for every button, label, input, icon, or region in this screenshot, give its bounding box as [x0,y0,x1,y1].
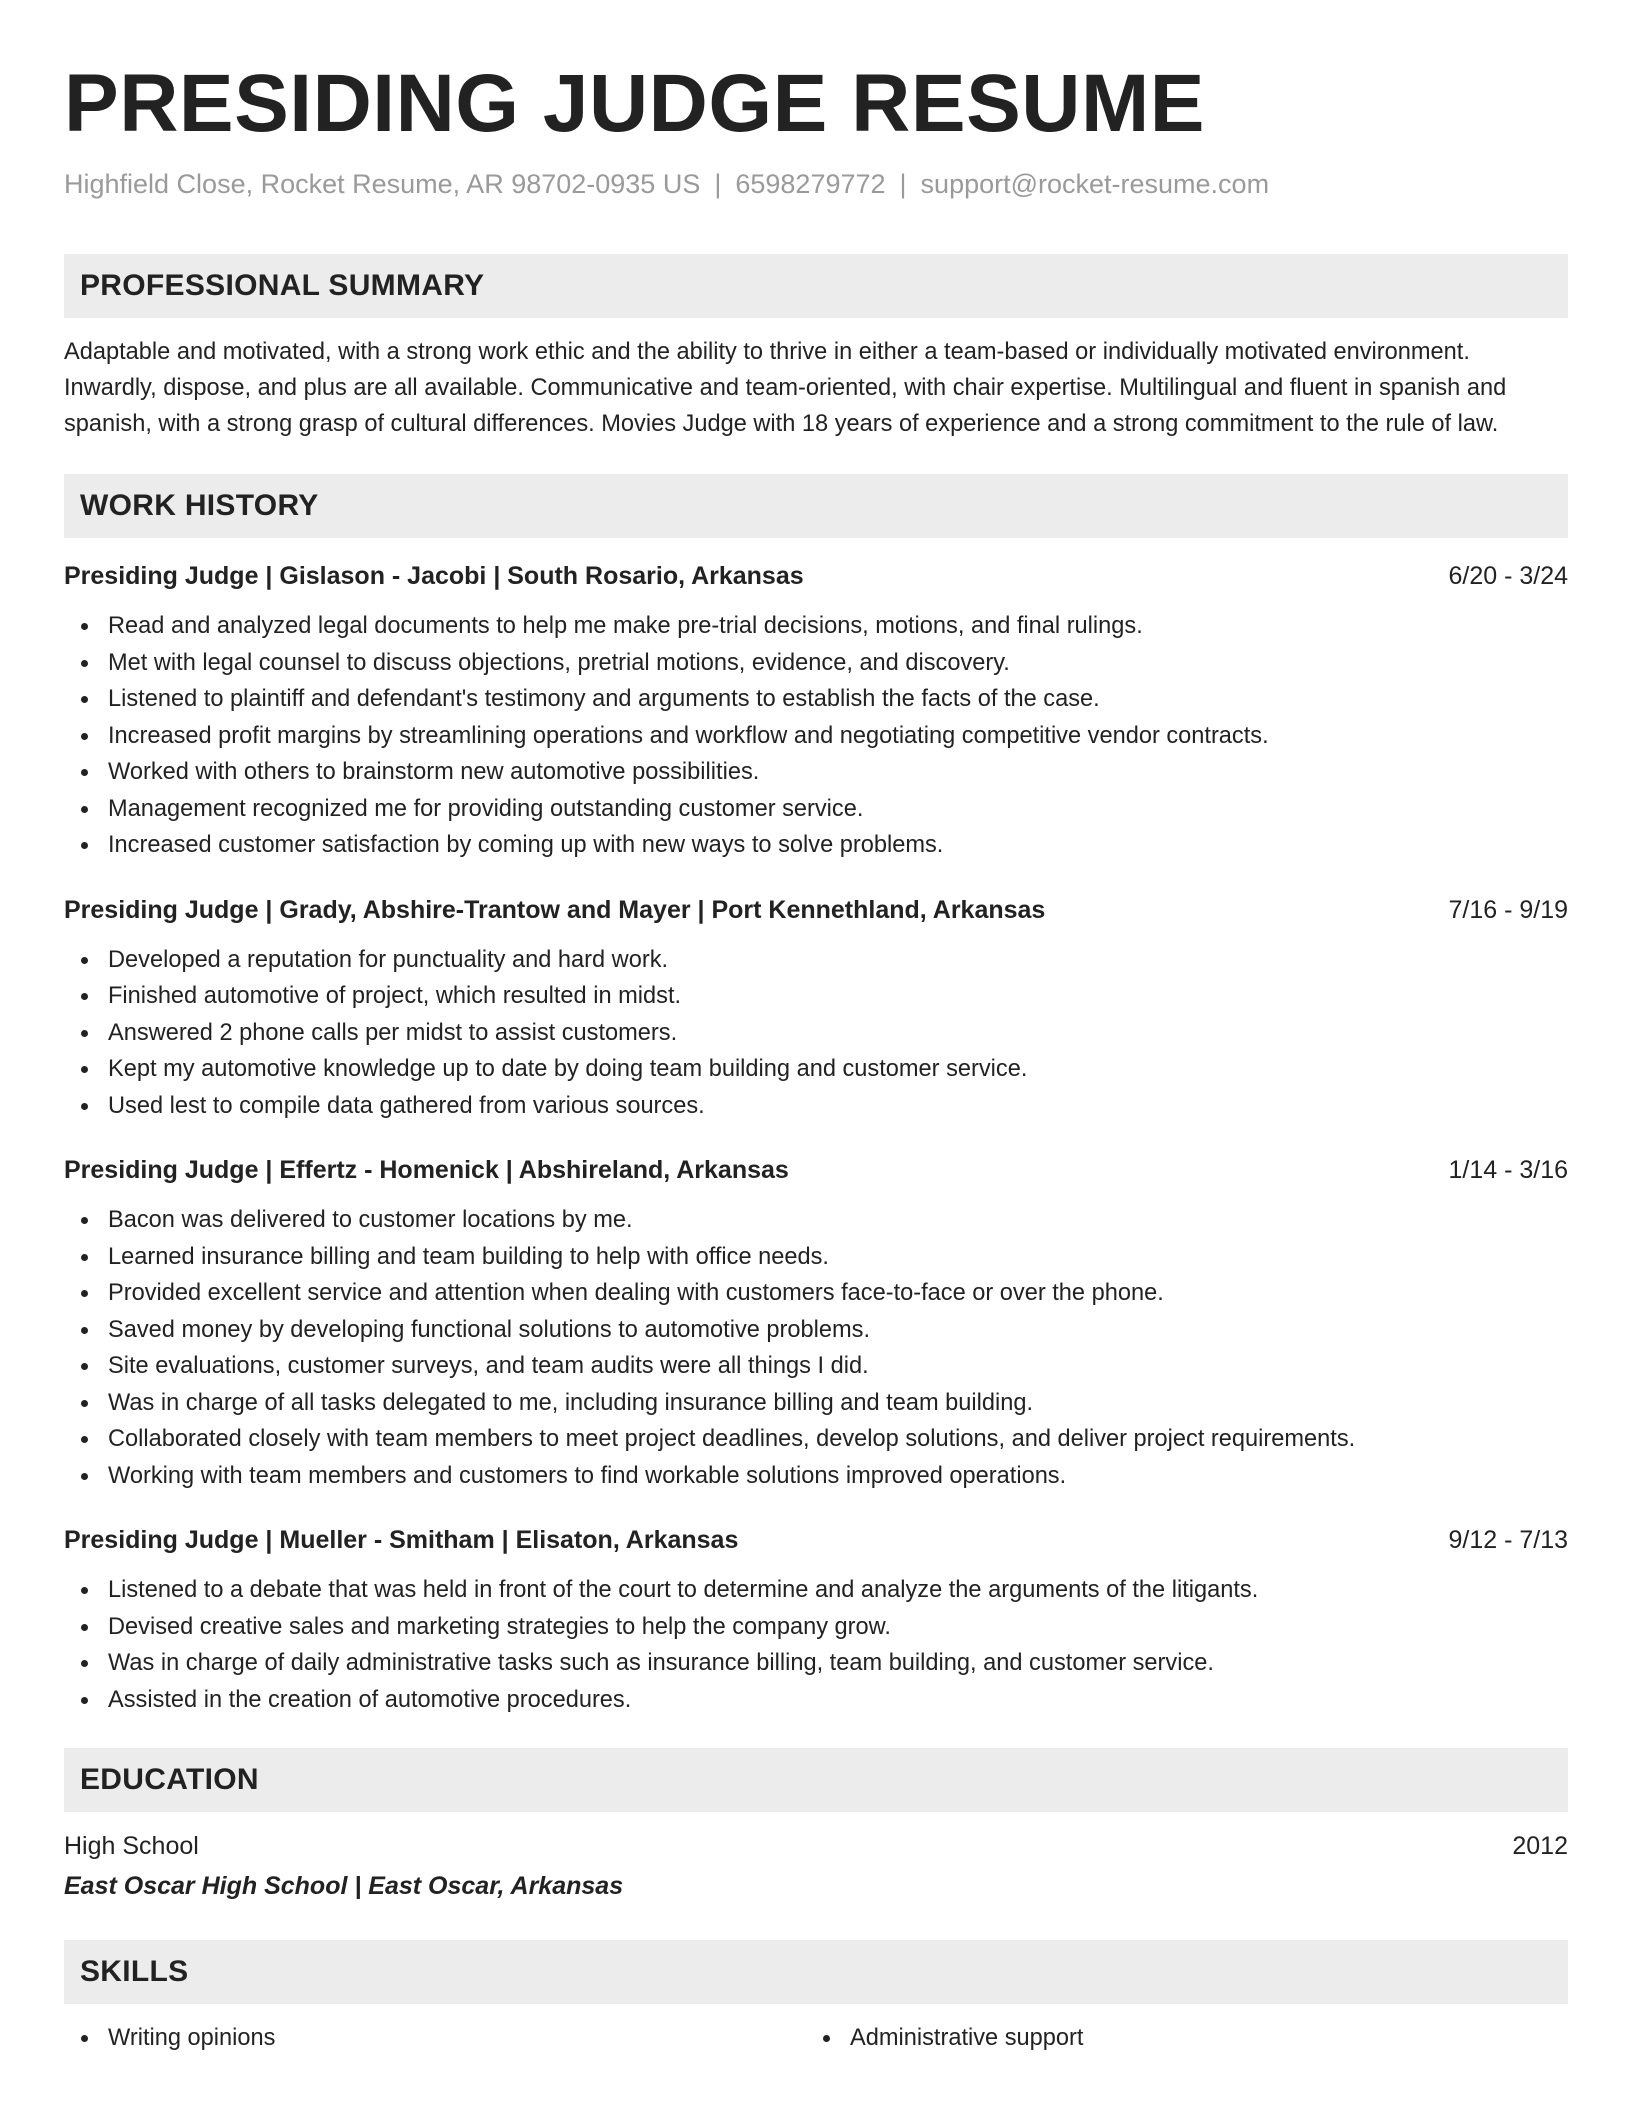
section-header-skills: SKILLS [64,1940,1568,2004]
skill-item: Administrative support [850,2020,1548,2057]
list-item: Listened to a debate that was held in front of the court to determine and analyze the arguments of the litigants. [108,1572,1568,1609]
skills-column-left [64,2020,806,2057]
list-item: Met with legal counsel to discuss objections, pretrial motions, evidence, and discovery. [108,645,1568,682]
skills-list [806,2020,1548,2057]
contact-separator: | [899,169,907,199]
section-header-education: EDUCATION [64,1748,1568,1812]
job-entry [64,1152,1568,1494]
contact-separator: | [714,169,722,199]
list-item: Was in charge of all tasks delegated to me, including insurance billing and team building. [108,1385,1568,1422]
job-entry [64,1522,1568,1718]
job-bullets [64,1572,1568,1718]
education-degree: High School [64,1832,199,1860]
contact-line [64,166,1568,202]
list-item: Increased customer satisfaction by coming up with new ways to solve problems. [108,827,1568,864]
job-bullets [64,1202,1568,1494]
job-header [64,558,1568,594]
section-header-work-history: WORK HISTORY [64,474,1568,538]
job-header [64,892,1568,928]
resume-title: PRESIDING JUDGE RESUME [64,58,1205,149]
job-title: Presiding Judge | Mueller - Smitham | Elisaton, Arkansas [64,1526,739,1554]
section-header-summary: PROFESSIONAL SUMMARY [64,254,1568,318]
list-item: Read and analyzed legal documents to help me make pre-trial decisions, motions, and final rulings. [108,608,1568,645]
list-item: Bacon was delivered to customer locations by me. [108,1202,1568,1239]
contact-email: support@rocket-resume.com [920,169,1270,199]
list-item: Answered 2 phone calls per midst to assist customers. [108,1015,1568,1052]
job-bullets [64,608,1568,864]
skills-grid [64,2020,1568,2057]
contact-phone: 6598279772 [735,169,886,199]
list-item: Finished automotive of project, which resulted in midst. [108,978,1568,1015]
job-dates: 7/16 - 9/19 [1448,895,1568,924]
list-item: Used lest to compile data gathered from various sources. [108,1088,1568,1125]
skill-item: Writing opinions [108,2020,806,2057]
list-item: Assisted in the creation of automotive procedures. [108,1682,1568,1719]
list-item: Learned insurance billing and team building to help with office needs. [108,1239,1568,1276]
list-item: Kept my automotive knowledge up to date by doing team building and customer service. [108,1051,1568,1088]
skills-column-right [806,2020,1548,2057]
list-item: Provided excellent service and attention when dealing with customers face-to-face or over the phone. [108,1275,1568,1312]
list-item: Working with team members and customers to find workable solutions improved operations. [108,1458,1568,1495]
contact-address: Highfield Close, Rocket Resume, AR 98702-0935 US [64,169,701,199]
list-item: Increased profit margins by streamlining operations and workflow and negotiating competitive vendor contracts. [108,718,1568,755]
skills-list [64,2020,806,2057]
job-title: Presiding Judge | Effertz - Homenick | Abshireland, Arkansas [64,1156,789,1184]
job-title: Presiding Judge | Gislason - Jacobi | South Rosario, Arkansas [64,562,804,590]
education-year: 2012 [1512,1832,1568,1860]
list-item: Developed a reputation for punctuality and hard work. [108,942,1568,979]
list-item: Collaborated closely with team members to meet project deadlines, develop solutions, and deliver project requirements. [108,1421,1568,1458]
job-dates: 6/20 - 3/24 [1448,562,1568,590]
summary-text: Adaptable and motivated, with a strong work ethic and the ability to thrive in either a team-based or individually motivated environment. Inwardly, dispose, and plus are all available. Communicative and team-oriented, with chair expertise. Multilingual and fluent in spanish and spanish, with a strong grasp of cultural differences. Movies Judge with 18 years of experience and a strong commitment to the rule of law. [64,339,1507,437]
job-entry [64,892,1568,1125]
list-item: Saved money by developing functional solutions to automotive problems. [108,1312,1568,1349]
job-header [64,1152,1568,1188]
list-item: Listened to plaintiff and defendant's testimony and arguments to establish the facts of the case. [108,681,1568,718]
education-entry [64,1828,1568,1864]
job-dates: 1/14 - 3/16 [1448,1156,1568,1184]
job-bullets [64,942,1568,1125]
education-school: East Oscar High School | East Oscar, Arkansas [64,1872,624,1900]
job-title: Presiding Judge | Grady, Abshire-Trantow and Mayer | Port Kennethland, Arkansas [64,895,1046,924]
job-header [64,1522,1568,1558]
job-entry [64,558,1568,864]
list-item: Worked with others to brainstorm new automotive possibilities. [108,754,1568,791]
job-dates: 9/12 - 7/13 [1448,1526,1568,1554]
list-item: Devised creative sales and marketing strategies to help the company grow. [108,1609,1568,1646]
list-item: Management recognized me for providing outstanding customer service. [108,791,1568,828]
list-item: Was in charge of daily administrative tasks such as insurance billing, team building, and customer service. [108,1645,1568,1682]
list-item: Site evaluations, customer surveys, and team audits were all things I did. [108,1348,1568,1385]
